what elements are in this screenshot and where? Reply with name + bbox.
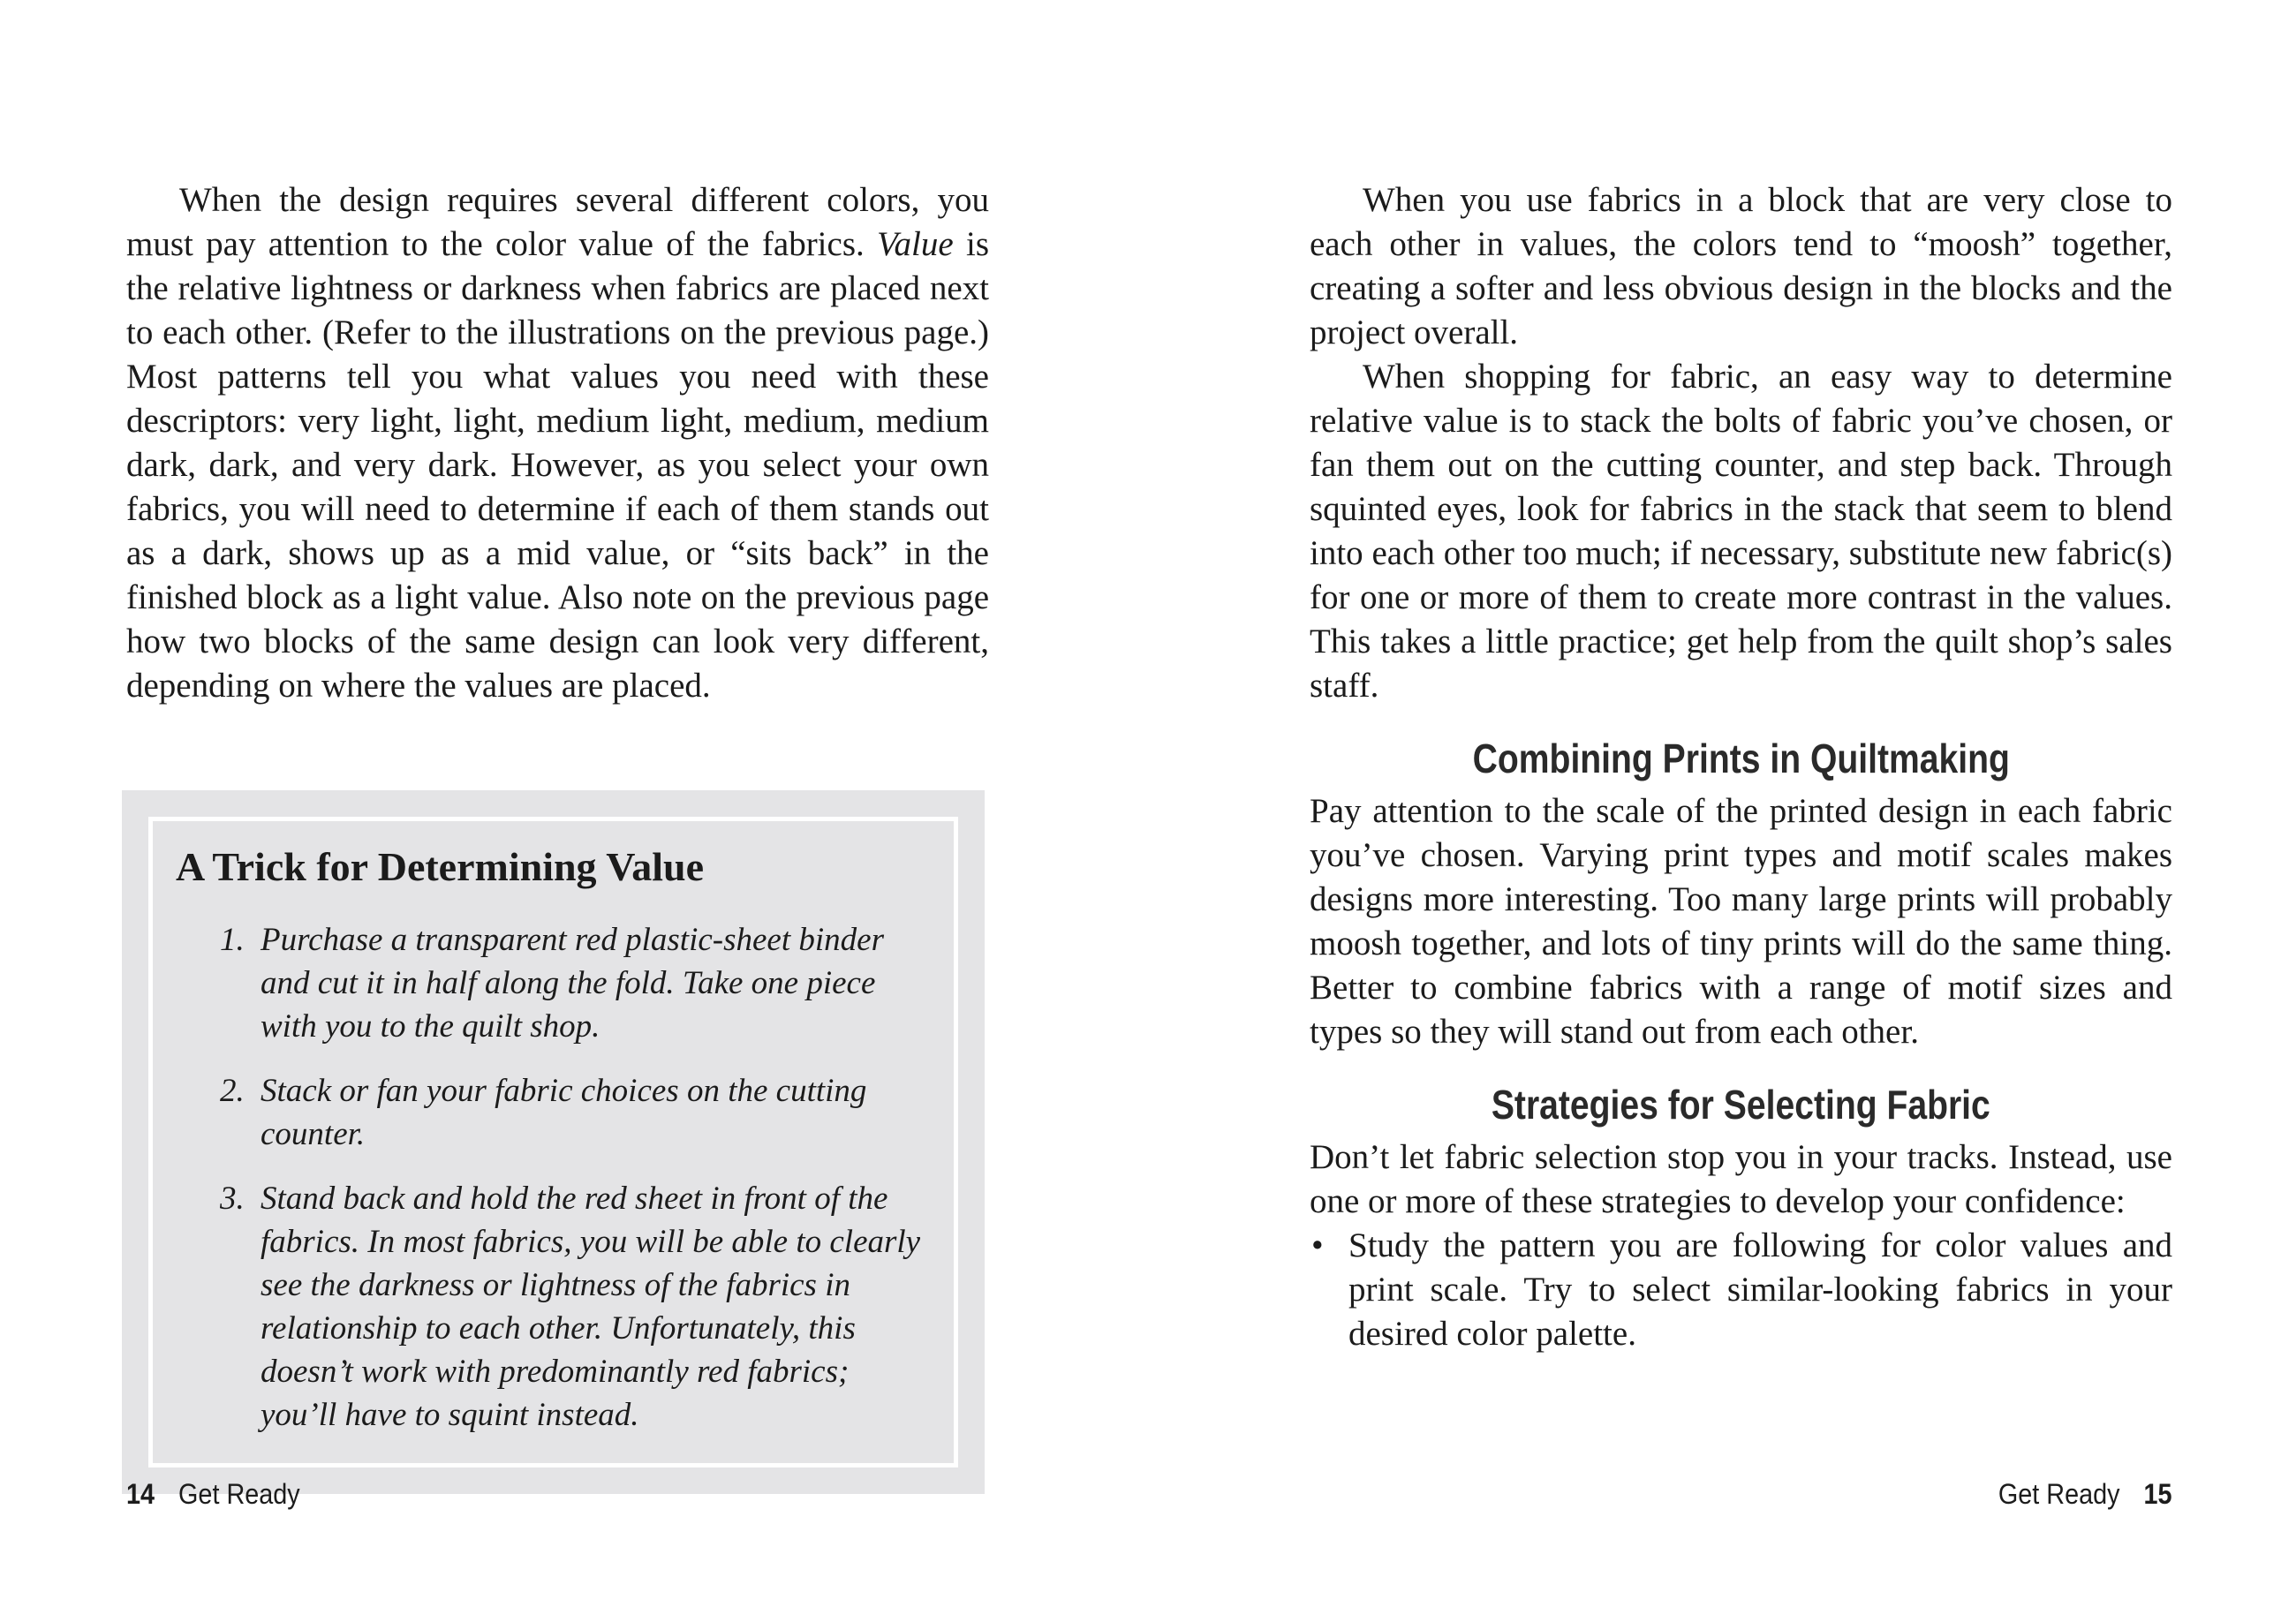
trick-item-text: Stand back and hold the red sheet in front of the fabrics. In most fabrics, you will be able to clearly see the darkness or lightness of the fabrics in relationship to each other. Unfortunately, this doesn’t work with predominantly red fabrics; you’ll have to squint instead. xyxy=(261,1181,921,1433)
left-paragraph xyxy=(126,0,989,708)
heading-strategies: Strategies for Selecting Fabric xyxy=(1492,1082,1990,1128)
trick-item-number: 1. xyxy=(220,922,245,958)
trick-item-number: 3. xyxy=(220,1181,245,1217)
strategies-bullet-item xyxy=(1310,1224,2172,1356)
trick-item-text: Stack or fan your fabric choices on the cutting counter. xyxy=(261,1073,867,1152)
trick-item-text: Purchase a transparent red plastic-sheet binder and cut it in half along the fold. Take one piece with you to the quilt shop. xyxy=(261,922,884,1045)
strategies-bullet-list xyxy=(1310,1224,2172,1356)
left-paragraph-text-post: is the relative lightness or darkness when fabrics are placed next to each other. (Refer to the illustrations on the previous page.) Most patterns tell you what values you need with these descriptors: very light, light, medium light, medium, medium dark, dark, and very dark. However, as you select your own fabrics, you will need to determine if each of them stands out as a dark, shows up as a mid value, or “sits back” in the finished block as a light value. Also note on the previous page how two blocks of the same design can look very different, depending on where the values are placed. xyxy=(126,225,990,705)
running-head-right: Get Ready xyxy=(1998,1478,2120,1510)
combining-prints-body: Pay attention to the scale of the printed design in each fabric you’ve chosen. Varying print types and motif scales makes designs more interesting. Too many large prints will probably moosh together, and lots of tiny prints will do the same thing. Better to combine fabrics with a range of motif sizes and types so they will stand out from each other. xyxy=(1310,792,2172,1051)
page-right xyxy=(1310,0,2172,1607)
trick-list-item xyxy=(176,1177,929,1437)
trick-list-item xyxy=(176,918,929,1048)
sidebar-trick-box-inner xyxy=(148,817,958,1467)
trick-list xyxy=(176,918,929,1437)
left-paragraph-italic-word: Value xyxy=(877,225,954,263)
bullet-icon: • xyxy=(1311,1226,1324,1264)
footer-right xyxy=(1979,1476,2172,1521)
trick-item-number: 2. xyxy=(220,1073,245,1109)
page-number-left: 14 xyxy=(126,1478,155,1510)
page-number-right: 15 xyxy=(2143,1478,2172,1510)
right-paragraph-2: When shopping for fabric, an easy way to determine relative value is to stack the bolts of fabric you’ve chosen, or fan them out on the cutting counter, and step back. Through squinted eyes, look for fabrics in the stack that seem to blend into each other too much; if necessary, substitute new fabric(s) for one or more of them to create more contrast in the values. This takes a little practice; get help from the quilt shop’s sales staff. xyxy=(1310,358,2172,705)
heading-combining-prints: Combining Prints in Quiltmaking xyxy=(1472,736,2010,781)
right-paragraph-1: When you use fabrics in a block that are very close to each other in values, the colors tend to “moosh” together, creating a softer and less obvious design in the blocks and the project overall. xyxy=(1310,181,2172,351)
trick-box-title: A Trick for Determining Value xyxy=(176,844,704,889)
strategies-bullet-text: Study the pattern you are following for color values and print scale. Try to select similar-looking fabrics in your desired color palette. xyxy=(1348,1226,2172,1353)
footer-left xyxy=(126,1476,320,1521)
strategies-intro: Don’t let fabric selection stop you in your tracks. Instead, use one or more of these strategies to develop your confidence: xyxy=(1310,1138,2172,1220)
page-left xyxy=(126,0,989,1607)
sidebar-trick-box xyxy=(122,790,985,1494)
left-paragraph-text-pre: When the design requires several different colors, you must pay attention to the color value of the fabrics. xyxy=(126,181,989,263)
trick-list-item xyxy=(176,1069,929,1156)
running-head-left: Get Ready xyxy=(178,1478,300,1510)
